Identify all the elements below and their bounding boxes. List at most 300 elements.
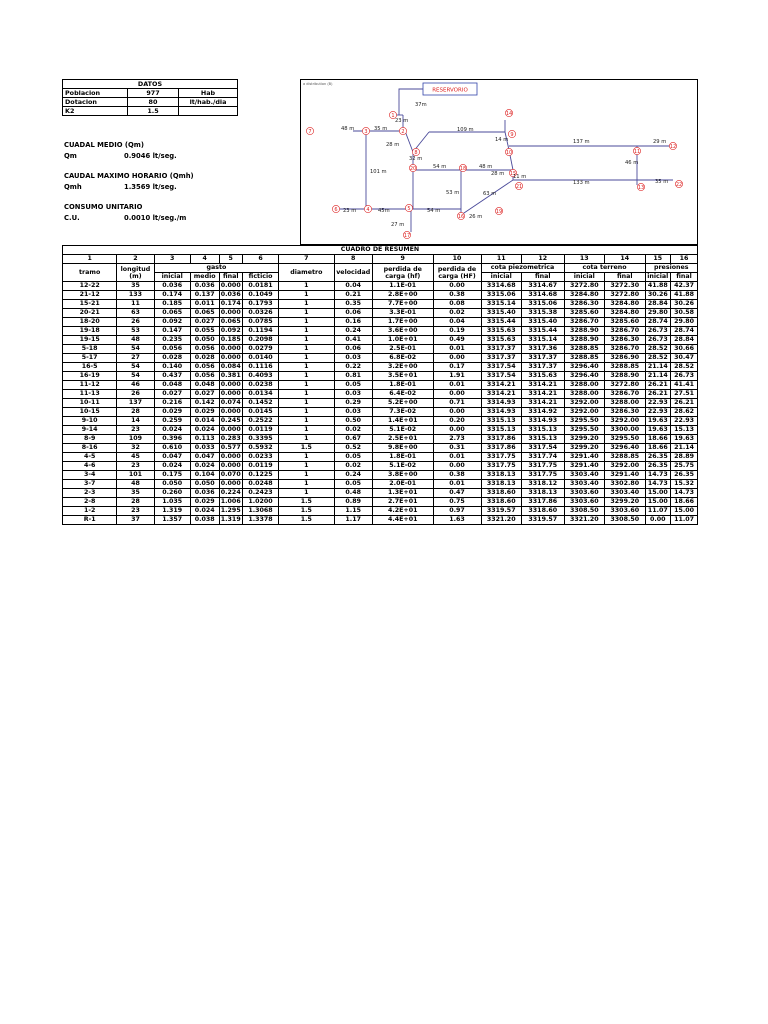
- table-cell: 3296.40: [564, 372, 604, 381]
- table-cell: 0.01: [433, 453, 481, 462]
- table-cell: 3315.40: [521, 318, 564, 327]
- table-cell: 1.1E-01: [372, 282, 433, 291]
- table-cell: 0.03: [334, 390, 372, 399]
- table-cell: 3.3E-01: [372, 309, 433, 318]
- table-cell: 0.03: [334, 408, 372, 417]
- length-label: 32 m: [409, 156, 423, 162]
- table-cell: 0.03: [334, 354, 372, 363]
- table-cell: 2-3: [63, 489, 117, 498]
- length-label: 133 m: [573, 180, 590, 186]
- node-6-label: 6: [334, 206, 338, 213]
- header-longitud: longitud (m): [117, 264, 154, 282]
- table-row: [63, 354, 698, 363]
- consumo-unitario-line: [64, 214, 186, 223]
- table-cell: 54: [117, 363, 154, 372]
- table-cell: 0.31: [433, 444, 481, 453]
- table-cell: 3299.20: [605, 498, 645, 507]
- table-cell: 3318.13: [481, 480, 521, 489]
- column-number: 3: [154, 255, 190, 264]
- table-cell: 3292.00: [605, 462, 645, 471]
- table-cell: 3295.50: [564, 426, 604, 435]
- table-cell: 28.52: [671, 363, 698, 372]
- table-cell: 28: [117, 498, 154, 507]
- table-cell: 0.000: [220, 354, 241, 361]
- table-row: [63, 309, 698, 318]
- table-cell: 8-9: [63, 435, 117, 444]
- datos-label: Poblacion: [63, 89, 128, 98]
- table-cell: 0.0785: [242, 318, 278, 327]
- network-svg: [301, 80, 697, 244]
- table-cell: 14: [117, 417, 154, 426]
- table-cell: 35: [117, 489, 154, 498]
- table-cell: 18-20: [63, 318, 117, 327]
- table-cell: 0.000: [220, 426, 241, 433]
- table-cell: 0.047: [190, 453, 219, 462]
- table-row: [63, 444, 698, 453]
- table-cell: 3314.93: [521, 417, 564, 426]
- table-cell: 0.396: [154, 435, 190, 444]
- length-label: 14 m: [495, 137, 509, 143]
- table-cell: 0.67: [334, 435, 372, 444]
- table-cell: 0.00: [433, 390, 481, 399]
- table-row: [63, 462, 698, 471]
- table-cell: 0.024: [190, 426, 219, 435]
- spreadsheet-page: [62, 79, 698, 573]
- table-cell: 1.15: [334, 507, 372, 516]
- table-cell: 3321.20: [481, 516, 521, 525]
- length-label: 28 m: [491, 171, 505, 177]
- table-cell: 16-19: [63, 372, 117, 381]
- header-perdida-HF: perdida de carga (HF): [433, 264, 481, 282]
- table-cell: 25.75: [671, 462, 698, 471]
- column-number: 1: [63, 255, 117, 264]
- table-cell: 27.51: [671, 390, 698, 399]
- table-cell: 0.577: [220, 444, 241, 451]
- table-cell: 3314.92: [521, 408, 564, 417]
- table-cell: 3318.60: [481, 498, 521, 507]
- table-cell: 0.00: [645, 516, 671, 525]
- table-cell: 3286.30: [605, 408, 645, 417]
- table-cell: 0.036: [190, 282, 219, 291]
- table-cell: 1: [279, 462, 334, 471]
- table-cell: 2.5E-01: [372, 345, 433, 354]
- table-cell: 3292.00: [564, 399, 604, 408]
- table-row: [63, 480, 698, 489]
- table-cell: 5.1E-02: [372, 462, 433, 471]
- table-cell: 8-16: [63, 444, 117, 453]
- table-cell: 32: [117, 444, 154, 453]
- table-cell: 0.0134: [242, 390, 278, 399]
- table-cell: 0.35: [334, 300, 372, 309]
- table-cell: 0.027: [190, 318, 219, 327]
- table-cell: 3317.86: [481, 435, 521, 444]
- table-cell: 46: [117, 381, 154, 390]
- table-cell: 0.092: [154, 318, 190, 327]
- table-cell: 0.036: [154, 282, 190, 291]
- table-cell: 0.024: [154, 426, 190, 435]
- table-cell: 0.024: [190, 462, 219, 471]
- table-cell: 1: [279, 381, 334, 390]
- table-cell: 1.3068: [242, 507, 278, 516]
- subheader-terreno-inicial: inicial: [564, 273, 604, 282]
- table-cell: 3286.30: [605, 336, 645, 345]
- resumen-title: CUADRO DE RESUMEN: [63, 246, 698, 255]
- table-cell: 1: [279, 300, 334, 309]
- table-cell: 1.5: [279, 444, 334, 453]
- table-cell: 0.381: [220, 372, 241, 379]
- table-cell: 0.19: [433, 327, 481, 336]
- datos-table: [62, 79, 238, 116]
- table-cell: 1: [279, 363, 334, 372]
- table-cell: 1: [279, 327, 334, 336]
- table-cell: 0.17: [433, 363, 481, 372]
- table-cell: 22.93: [645, 408, 671, 417]
- table-row: [63, 426, 698, 435]
- table-cell: 0.24: [334, 327, 372, 336]
- table-cell: 1: [279, 399, 334, 408]
- length-label: 137 m: [573, 139, 590, 145]
- table-cell: 3302.80: [605, 480, 645, 489]
- table-cell: 27: [117, 354, 154, 363]
- table-cell: 0.0140: [242, 354, 278, 363]
- table-cell: 0.0248: [242, 480, 278, 489]
- table-cell: 0.065: [154, 309, 190, 318]
- table-cell: 3303.40: [564, 480, 604, 489]
- table-row: [63, 417, 698, 426]
- table-cell: 0.283: [220, 435, 241, 442]
- table-cell: 1.319: [154, 507, 190, 516]
- table-cell: 15.00: [671, 507, 698, 516]
- table-cell: 0.137: [190, 291, 219, 300]
- header-cota-piezometrica: cota piezometrica: [481, 264, 564, 273]
- table-cell: 3291.40: [605, 471, 645, 480]
- column-number: 9: [372, 255, 433, 264]
- table-cell: 26.35: [671, 471, 698, 480]
- table-cell: 3314.21: [481, 390, 521, 399]
- node-15-label: 15: [509, 170, 517, 177]
- network-diagram: [300, 79, 698, 245]
- table-cell: 4-6: [63, 462, 117, 471]
- table-row: [63, 507, 698, 516]
- node-1-label: 1: [391, 112, 395, 119]
- column-number: 11: [481, 255, 521, 264]
- table-cell: 0.1225: [242, 471, 278, 480]
- table-cell: 30.26: [671, 300, 698, 309]
- table-cell: 2-8: [63, 498, 117, 507]
- table-cell: 3318.12: [521, 480, 564, 489]
- table-cell: 0.00: [433, 282, 481, 291]
- table-cell: 14.73: [671, 489, 698, 498]
- length-label: 35 m: [655, 179, 669, 185]
- table-cell: 3315.38: [521, 309, 564, 318]
- table-cell: 1.5: [279, 516, 334, 525]
- table-cell: 0.185: [154, 300, 190, 309]
- table-cell: 3295.50: [564, 417, 604, 426]
- table-cell: 5-18: [63, 345, 117, 354]
- table-cell: 0.0181: [242, 282, 278, 291]
- table-cell: 23: [117, 507, 154, 516]
- table-cell: 30.58: [671, 309, 698, 318]
- table-cell: 3288.00: [564, 390, 604, 399]
- table-cell: 0.00: [433, 426, 481, 435]
- table-cell: 26: [117, 318, 154, 327]
- datos-title: DATOS: [63, 80, 238, 89]
- reservoir-label: RESERVORIO: [432, 87, 468, 94]
- datos-row: [63, 89, 238, 98]
- table-cell: 0.00: [433, 462, 481, 471]
- table-cell: 29.80: [645, 309, 671, 318]
- node-12-label: 12: [669, 143, 677, 150]
- table-cell: 0.050: [190, 336, 219, 345]
- table-cell: 3296.40: [564, 363, 604, 372]
- table-cell: 48: [117, 480, 154, 489]
- table-cell: 0.014: [190, 417, 219, 426]
- table-cell: 0.48: [334, 489, 372, 498]
- table-cell: 0.0119: [242, 426, 278, 435]
- header-row: [63, 264, 698, 273]
- table-cell: 0.1116: [242, 363, 278, 372]
- table-cell: 0.05: [334, 381, 372, 390]
- table-cell: 9-10: [63, 417, 117, 426]
- table-cell: 0.2098: [242, 336, 278, 345]
- table-cell: 0.08: [433, 300, 481, 309]
- table-cell: 0.048: [154, 381, 190, 390]
- column-number: 12: [521, 255, 564, 264]
- table-cell: 3292.00: [564, 408, 604, 417]
- table-cell: 0.50: [334, 417, 372, 426]
- table-cell: 0.0119: [242, 462, 278, 471]
- table-row: [63, 435, 698, 444]
- header-tramo: tramo: [63, 264, 117, 282]
- table-cell: 11.07: [645, 507, 671, 516]
- caudal-medio-value: 0.9046 lt/seg.: [124, 152, 177, 160]
- table-cell: 3291.40: [564, 462, 604, 471]
- table-cell: 1: [279, 354, 334, 363]
- length-label: 27 m: [391, 222, 405, 228]
- node-9-label: 9: [510, 131, 514, 138]
- table-cell: 0.147: [154, 327, 190, 336]
- header-diametro: diametro: [279, 264, 334, 282]
- table-cell: 1: [279, 480, 334, 489]
- caudal-maximo-line: [64, 183, 177, 192]
- table-cell: 21.14: [645, 363, 671, 372]
- table-cell: 0.3395: [242, 435, 278, 444]
- table-cell: 15-21: [63, 300, 117, 309]
- table-cell: 3317.75: [481, 462, 521, 471]
- table-cell: 1: [279, 309, 334, 318]
- table-cell: 0.38: [433, 291, 481, 300]
- table-cell: 3.8E+00: [372, 471, 433, 480]
- table-cell: 3286.30: [564, 300, 604, 309]
- table-cell: 3296.40: [605, 444, 645, 453]
- column-number: 10: [433, 255, 481, 264]
- table-cell: 3288.85: [605, 363, 645, 372]
- table-cell: 63: [117, 309, 154, 318]
- table-cell: 3319.57: [521, 516, 564, 525]
- table-cell: 1: [279, 417, 334, 426]
- table-cell: 1.8E-01: [372, 453, 433, 462]
- table-cell: 0.113: [190, 435, 219, 444]
- table-cell: 3.5E+01: [372, 372, 433, 381]
- table-cell: 0.140: [154, 363, 190, 372]
- table-cell: 48: [117, 336, 154, 345]
- table-cell: 0.06: [334, 309, 372, 318]
- table-cell: 3288.00: [564, 381, 604, 390]
- table-cell: 1.0200: [242, 498, 278, 507]
- table-cell: 0.2522: [242, 417, 278, 426]
- table-cell: 22.93: [671, 417, 698, 426]
- table-cell: 1: [279, 318, 334, 327]
- table-cell: 0.1793: [242, 300, 278, 309]
- table-cell: 0.142: [190, 399, 219, 408]
- table-cell: 1.5: [279, 507, 334, 516]
- subheader-terreno-final: final: [605, 273, 645, 282]
- table-cell: 0.0145: [242, 408, 278, 417]
- table-cell: 3318.13: [481, 471, 521, 480]
- table-cell: 3303.40: [564, 471, 604, 480]
- table-cell: 26.21: [645, 390, 671, 399]
- datos-unit: lt/hab./dia: [179, 98, 238, 107]
- table-cell: 1: [279, 471, 334, 480]
- table-cell: 3308.50: [564, 507, 604, 516]
- column-number: 16: [671, 255, 698, 264]
- table-cell: 3314.21: [521, 390, 564, 399]
- table-row: [63, 363, 698, 372]
- table-cell: 3314.67: [521, 282, 564, 291]
- datos-unit: [179, 107, 238, 116]
- node-4-label: 4: [366, 206, 370, 213]
- table-cell: 0.04: [334, 282, 372, 291]
- column-number: 14: [605, 255, 645, 264]
- table-cell: 21.14: [645, 372, 671, 381]
- length-label: 29 m: [653, 139, 667, 145]
- table-cell: 3314.68: [521, 291, 564, 300]
- table-cell: 0.029: [190, 498, 219, 507]
- table-cell: 0.000: [220, 408, 241, 415]
- table-cell: 28.74: [671, 327, 698, 336]
- table-cell: 3288.85: [564, 354, 604, 363]
- table-cell: 0.49: [433, 336, 481, 345]
- datos-label: Dotacion: [63, 98, 128, 107]
- table-cell: 18.66: [671, 498, 698, 507]
- table-cell: 0.01: [433, 345, 481, 354]
- length-label: 53 m: [446, 190, 460, 196]
- table-cell: 0.050: [154, 480, 190, 489]
- table-cell: 41.88: [645, 282, 671, 291]
- table-cell: 10-15: [63, 408, 117, 417]
- table-row: [63, 381, 698, 390]
- table-cell: 3286.70: [605, 345, 645, 354]
- node-22-label: 22: [675, 181, 683, 188]
- length-label: 37m: [415, 102, 427, 108]
- length-label: 46 m: [625, 160, 639, 166]
- table-cell: 3286.70: [605, 327, 645, 336]
- table-cell: 9.8E+00: [372, 444, 433, 453]
- table-cell: 3318.60: [521, 507, 564, 516]
- length-label: 28 m: [386, 142, 400, 148]
- table-cell: 26.73: [645, 327, 671, 336]
- table-cell: 3315.40: [481, 309, 521, 318]
- table-cell: 28.74: [645, 318, 671, 327]
- table-cell: 0.000: [220, 381, 241, 388]
- table-cell: R-1: [63, 516, 117, 525]
- length-label: 54 m: [433, 164, 447, 170]
- table-cell: 3315.44: [521, 327, 564, 336]
- length-label: 23 m: [395, 118, 409, 124]
- table-row: [63, 453, 698, 462]
- table-cell: 9-14: [63, 426, 117, 435]
- table-row: [63, 300, 698, 309]
- table-cell: 0.89: [334, 498, 372, 507]
- table-cell: 3303.60: [564, 498, 604, 507]
- table-cell: 3314.93: [481, 408, 521, 417]
- resumen-body: [63, 282, 698, 525]
- table-cell: 21-12: [63, 291, 117, 300]
- table-cell: 0.174: [220, 300, 241, 307]
- table-cell: 3317.74: [521, 453, 564, 462]
- table-cell: 3315.13: [481, 426, 521, 435]
- table-cell: 0.02: [334, 462, 372, 471]
- table-cell: 26.21: [671, 399, 698, 408]
- header-cota-terreno: cota terreno: [564, 264, 645, 273]
- table-row: [63, 372, 698, 381]
- table-cell: 0.175: [154, 471, 190, 480]
- table-cell: 6.4E-02: [372, 390, 433, 399]
- table-cell: 12-22: [63, 282, 117, 291]
- table-cell: 1: [279, 291, 334, 300]
- table-cell: 3285.60: [605, 318, 645, 327]
- table-cell: 3-7: [63, 480, 117, 489]
- table-cell: 1.0E+01: [372, 336, 433, 345]
- table-cell: 1.5: [279, 498, 334, 507]
- table-cell: 1: [279, 426, 334, 435]
- datos-row: [63, 107, 238, 116]
- table-cell: 54: [117, 345, 154, 354]
- table-cell: 30.47: [671, 354, 698, 363]
- table-cell: 6.8E-02: [372, 354, 433, 363]
- table-cell: 53: [117, 327, 154, 336]
- table-cell: 0.027: [154, 390, 190, 399]
- table-cell: 3314.21: [481, 381, 521, 390]
- table-cell: 5-17: [63, 354, 117, 363]
- table-row: [63, 345, 698, 354]
- table-cell: 26.35: [645, 453, 671, 462]
- length-label: 35 m: [374, 126, 388, 132]
- table-cell: 0.2423: [242, 489, 278, 498]
- table-cell: 2.5E+01: [372, 435, 433, 444]
- table-cell: 0.065: [190, 309, 219, 318]
- table-cell: 3272.80: [605, 381, 645, 390]
- table-cell: 0.52: [334, 444, 372, 453]
- table-cell: 0.47: [433, 489, 481, 498]
- node-7-label: 7: [308, 128, 312, 135]
- table-cell: 3315.13: [521, 426, 564, 435]
- table-cell: 3314.21: [521, 399, 564, 408]
- table-cell: 14.73: [645, 480, 671, 489]
- table-cell: 3319.57: [481, 507, 521, 516]
- table-cell: 7.3E-02: [372, 408, 433, 417]
- table-cell: 3317.37: [521, 363, 564, 372]
- table-cell: 3318.13: [521, 489, 564, 498]
- table-cell: 3286.90: [605, 354, 645, 363]
- column-number: 8: [334, 255, 372, 264]
- table-cell: 29.80: [671, 318, 698, 327]
- table-cell: 0.02: [433, 309, 481, 318]
- table-cell: 0.259: [154, 417, 190, 426]
- table-cell: 3315.06: [481, 291, 521, 300]
- table-cell: 3288.90: [605, 372, 645, 381]
- table-cell: 14.73: [645, 471, 671, 480]
